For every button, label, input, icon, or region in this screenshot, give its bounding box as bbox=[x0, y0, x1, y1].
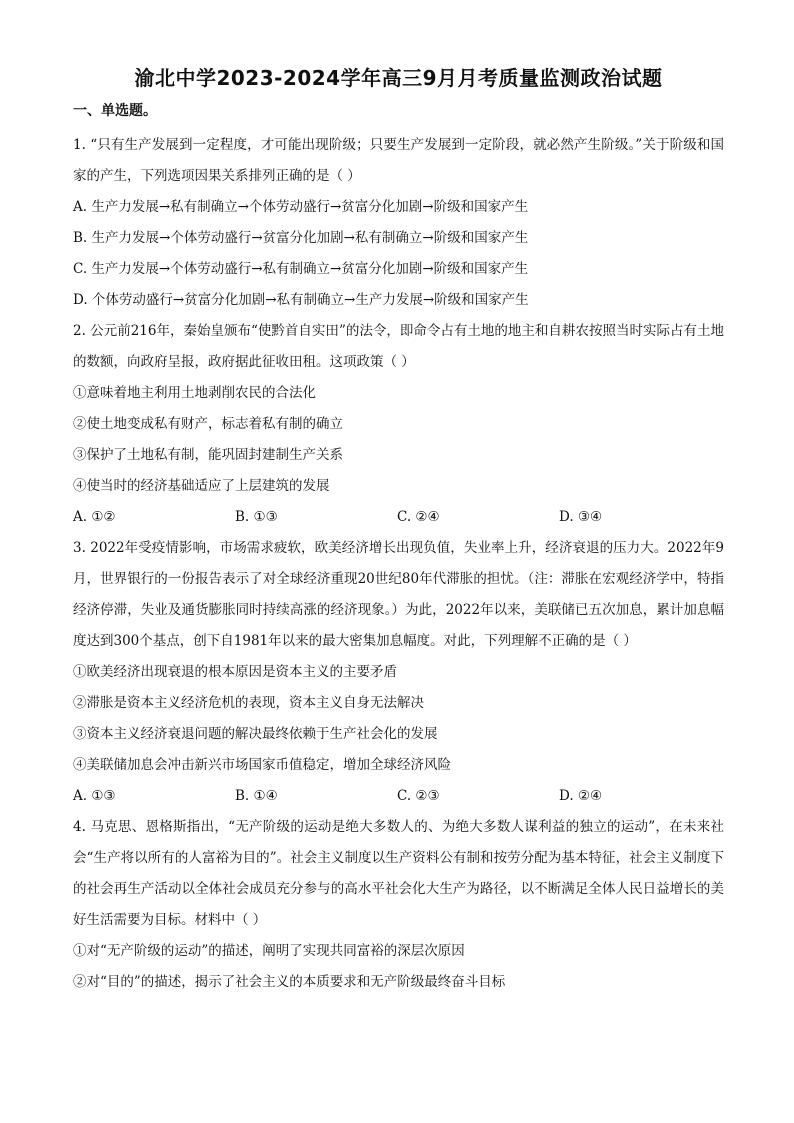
question-3-statement-1: ①欧美经济出现衰退的根本原因是资本主义的主要矛盾 bbox=[73, 664, 397, 680]
question-3-choice-d: D. ②④ bbox=[559, 788, 603, 804]
question-1-option-a: A. 生产力发展→私有制确立→个体劳动盛行→贫富分化加剧→阶级和国家产生 bbox=[73, 199, 529, 215]
page-title: 渝北中学2023-2024学年高三9月月考质量监测政治试题 bbox=[134, 66, 663, 90]
question-3-statement-2: ②滞胀是资本主义经济危机的表现，资本主义自身无法解决 bbox=[73, 695, 424, 711]
question-3-stem: 3. 2022年受疫情影响，市场需求疲软，欧美经济增长出现负值，失业率上升，经济衰退的压力大。2022年9月，世界银行的一份报告表示了对全球经济重现20世纪80年代滞胀的担忧。（注：滞胀在宏观经济学中，特指经济停滞，失业及通货膨胀同时持续高涨的经济现象。）为此，2022年以来，美联储已五次加息，累计加息幅度达到300个基点，创下自1981年以来的最大密集加息幅度。对此，下列理解不正确的是（ ） bbox=[73, 540, 724, 649]
question-3-statement-4: ④美联储加息会冲击新兴市场国家币值稳定，增加全球经济风险 bbox=[73, 757, 451, 773]
question-2-stem: 2. 公元前216年，秦始皇颁布“使黔首自实田”的法令，即命令占有土地的地主和自耕农按照当时实际占有土地的数额，向政府呈报，政府据此征收田租。这项政策（ ） bbox=[73, 323, 724, 370]
section-heading: 一、单选题。 bbox=[73, 103, 157, 119]
question-1-option-b: B. 生产力发展→个体劳动盛行→贫富分化加剧→私有制确立→阶级和国家产生 bbox=[73, 230, 529, 246]
question-2-statement-4: ④使当时的经济基础适应了上层建筑的发展 bbox=[73, 478, 330, 494]
question-4-statement-1: ①对“无产阶级的运动”的描述，阐明了实现共同富裕的深层次原因 bbox=[73, 943, 465, 959]
question-2-statement-1: ①意味着地主利用土地剥削农民的合法化 bbox=[73, 385, 316, 401]
question-4-statement-2: ②对“目的”的描述，揭示了社会主义的本质要求和无产阶级最终奋斗目标 bbox=[73, 974, 506, 990]
question-1-stem: 1. “只有生产发展到一定程度，才可能出现阶级；只要生产发展到一定阶段，就必然产生阶级。”关于阶级和国家的产生，下列选项因果关系排列正确的是（ ） bbox=[73, 137, 724, 184]
question-4-stem: 4. 马克思、恩格斯指出，“无产阶级的运动是绝大多数人的、为绝大多数人谋利益的独立的运动”，在未来社会“生产将以所有的人富裕为目的”。社会主义制度以生产资料公有制和按劳分配为基本特征，社会主义制度下的社会再生产活动以全体社会成员充分参与的高水平社会化大生产为路径，以不断满足全体人民日益增长的美好生活需要为目标。材料中（ ） bbox=[73, 819, 724, 928]
question-3-choices bbox=[73, 781, 724, 812]
question-3-statement-3: ③资本主义经济衰退问题的解决最终依赖于生产社会化的发展 bbox=[73, 726, 438, 742]
question-1-option-c: C. 生产力发展→个体劳动盛行→私有制确立→贫富分化加剧→阶级和国家产生 bbox=[73, 261, 529, 277]
question-2-choice-c: C. ②④ bbox=[397, 509, 440, 525]
question-1-option-d: D. 个体劳动盛行→贫富分化加剧→私有制确立→生产力发展→阶级和国家产生 bbox=[73, 292, 529, 308]
question-3-choice-c: C. ②③ bbox=[397, 788, 440, 804]
question-2-statement-2: ②使土地变成私有财产，标志着私有制的确立 bbox=[73, 416, 343, 432]
question-3-choice-a: A. ①③ bbox=[73, 788, 116, 804]
question-2-choice-b: B. ①③ bbox=[235, 509, 278, 525]
question-2-statement-3: ③保护了土地私有制，能巩固封建制生产关系 bbox=[73, 447, 343, 463]
question-2-choices bbox=[73, 502, 724, 533]
question-3-choice-b: B. ①④ bbox=[235, 788, 278, 804]
question-2-choice-d: D. ③④ bbox=[559, 509, 603, 525]
question-2-choice-a: A. ①② bbox=[73, 509, 116, 525]
